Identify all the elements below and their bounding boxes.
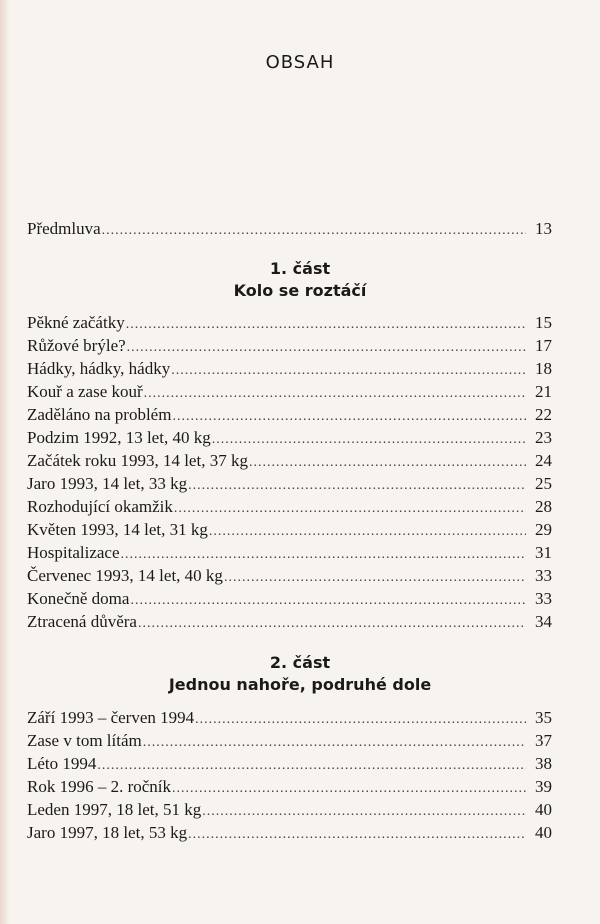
toc-entry-page: 38 — [535, 754, 552, 773]
toc-entry-page: 34 — [535, 612, 552, 631]
toc-part-2-list — [27, 706, 552, 844]
toc-entry[interactable] — [27, 449, 552, 472]
leader-dots — [97, 754, 526, 777]
toc-entry-label: Pěkné začátky — [27, 313, 125, 332]
leader-dots — [130, 589, 526, 612]
toc-entry-page: 25 — [535, 474, 552, 493]
toc-entry-label: Květen 1993, 14 let, 31 kg — [27, 520, 208, 539]
toc-entry[interactable] — [27, 311, 552, 334]
toc-entry-page: 23 — [535, 428, 552, 447]
toc-entry-label: Začátek roku 1993, 14 let, 37 kg — [27, 451, 248, 470]
leader-dots — [212, 428, 526, 451]
leader-dots — [171, 359, 526, 382]
toc-entry-label: Podzim 1992, 13 let, 40 kg — [27, 428, 211, 447]
toc-entry-label: Ztracená důvěra — [27, 612, 137, 631]
toc-entry-page: 40 — [535, 800, 552, 819]
toc-entry[interactable] — [27, 541, 552, 564]
toc-entry-page: 39 — [535, 777, 552, 796]
toc-preface — [27, 217, 552, 240]
toc-entry-label: Jaro 1993, 14 let, 33 kg — [27, 474, 188, 493]
toc-entry-page: 29 — [535, 520, 552, 539]
leader-dots — [172, 777, 526, 800]
toc-entry[interactable] — [27, 334, 552, 357]
leader-dots — [143, 731, 526, 754]
toc-entry[interactable] — [27, 357, 552, 380]
toc-entry-label: Hádky, hádky, hádky — [27, 359, 171, 378]
leader-dots — [188, 823, 526, 846]
toc-entry-label: Jaro 1997, 18 let, 53 kg — [27, 823, 188, 842]
leader-dots — [202, 800, 526, 823]
toc-entry[interactable] — [27, 610, 552, 633]
part-1-number: 1. část — [269, 259, 331, 278]
toc-entry-page: 33 — [535, 566, 552, 585]
toc-entry[interactable] — [27, 495, 552, 518]
leader-dots — [195, 708, 526, 731]
toc-entry-label: Zaděláno na problém — [27, 405, 172, 424]
leader-dots — [127, 336, 526, 359]
toc-entry-label: Červenec 1993, 14 let, 40 kg — [27, 566, 223, 585]
toc-part-1-list — [27, 311, 552, 633]
toc-entry-page: 37 — [535, 731, 552, 750]
part-2-name: Jednou nahoře, podruhé dole — [168, 675, 432, 694]
toc-entry-label: Konečně doma — [27, 589, 130, 608]
toc-entry[interactable] — [27, 798, 552, 821]
toc-entry-page: 21 — [535, 382, 552, 401]
toc-entry-page: 17 — [535, 336, 552, 355]
toc-entry-page: 28 — [535, 497, 552, 516]
toc-entry-label: Leden 1997, 18 let, 51 kg — [27, 800, 202, 819]
toc-entry[interactable] — [27, 821, 552, 844]
toc-entry-label: Kouř a zase kouř — [27, 382, 143, 401]
leader-dots — [224, 566, 526, 589]
toc-entry[interactable] — [27, 775, 552, 798]
toc-entry-page: 33 — [535, 589, 552, 608]
leader-dots — [138, 612, 526, 635]
toc-entry-label: Rozhodující okamžik — [27, 497, 173, 516]
part-2-number: 2. část — [269, 653, 331, 672]
toc-entry[interactable] — [27, 729, 552, 752]
toc-entry[interactable] — [27, 217, 552, 240]
toc-entry-page: 31 — [535, 543, 552, 562]
toc-entry-page: 40 — [535, 823, 552, 842]
toc-entry-page: 22 — [535, 405, 552, 424]
toc-entry[interactable] — [27, 426, 552, 449]
toc-entry[interactable] — [27, 706, 552, 729]
toc-entry-label: Zase v tom lítám — [27, 731, 142, 750]
toc-entry[interactable] — [27, 752, 552, 775]
toc-entry-label: Léto 1994 — [27, 754, 97, 773]
toc-entry[interactable] — [27, 587, 552, 610]
toc-entry[interactable] — [27, 472, 552, 495]
toc-entry[interactable] — [27, 380, 552, 403]
page-edge-shadow — [0, 0, 10, 924]
toc-entry-page: 35 — [535, 708, 552, 727]
toc-entry-page: 15 — [535, 313, 552, 332]
leader-dots — [126, 313, 526, 336]
toc-entry-page: 13 — [535, 219, 552, 238]
leader-dots — [174, 497, 526, 520]
leader-dots — [102, 219, 526, 242]
toc-entry[interactable] — [27, 403, 552, 426]
toc-entry-page: 18 — [535, 359, 552, 378]
toc-entry-label: Září 1993 – červen 1994 — [27, 708, 195, 727]
toc-entry-label: Rok 1996 – 2. ročník — [27, 777, 172, 796]
leader-dots — [249, 451, 526, 474]
leader-dots — [121, 543, 526, 566]
toc-entry-page: 24 — [535, 451, 552, 470]
toc-entry[interactable] — [27, 518, 552, 541]
leader-dots — [144, 382, 526, 405]
toc-entry-label: Růžové brýle? — [27, 336, 126, 355]
toc-entry[interactable] — [27, 564, 552, 587]
part-1-name: Kolo se roztáčí — [233, 281, 367, 300]
leader-dots — [172, 405, 526, 428]
toc-entry-label: Hospitalizace — [27, 543, 120, 562]
toc-entry-label: Předmluva — [27, 219, 101, 238]
leader-dots — [209, 520, 526, 543]
page-title: OBSAH — [265, 52, 335, 73]
leader-dots — [188, 474, 526, 497]
